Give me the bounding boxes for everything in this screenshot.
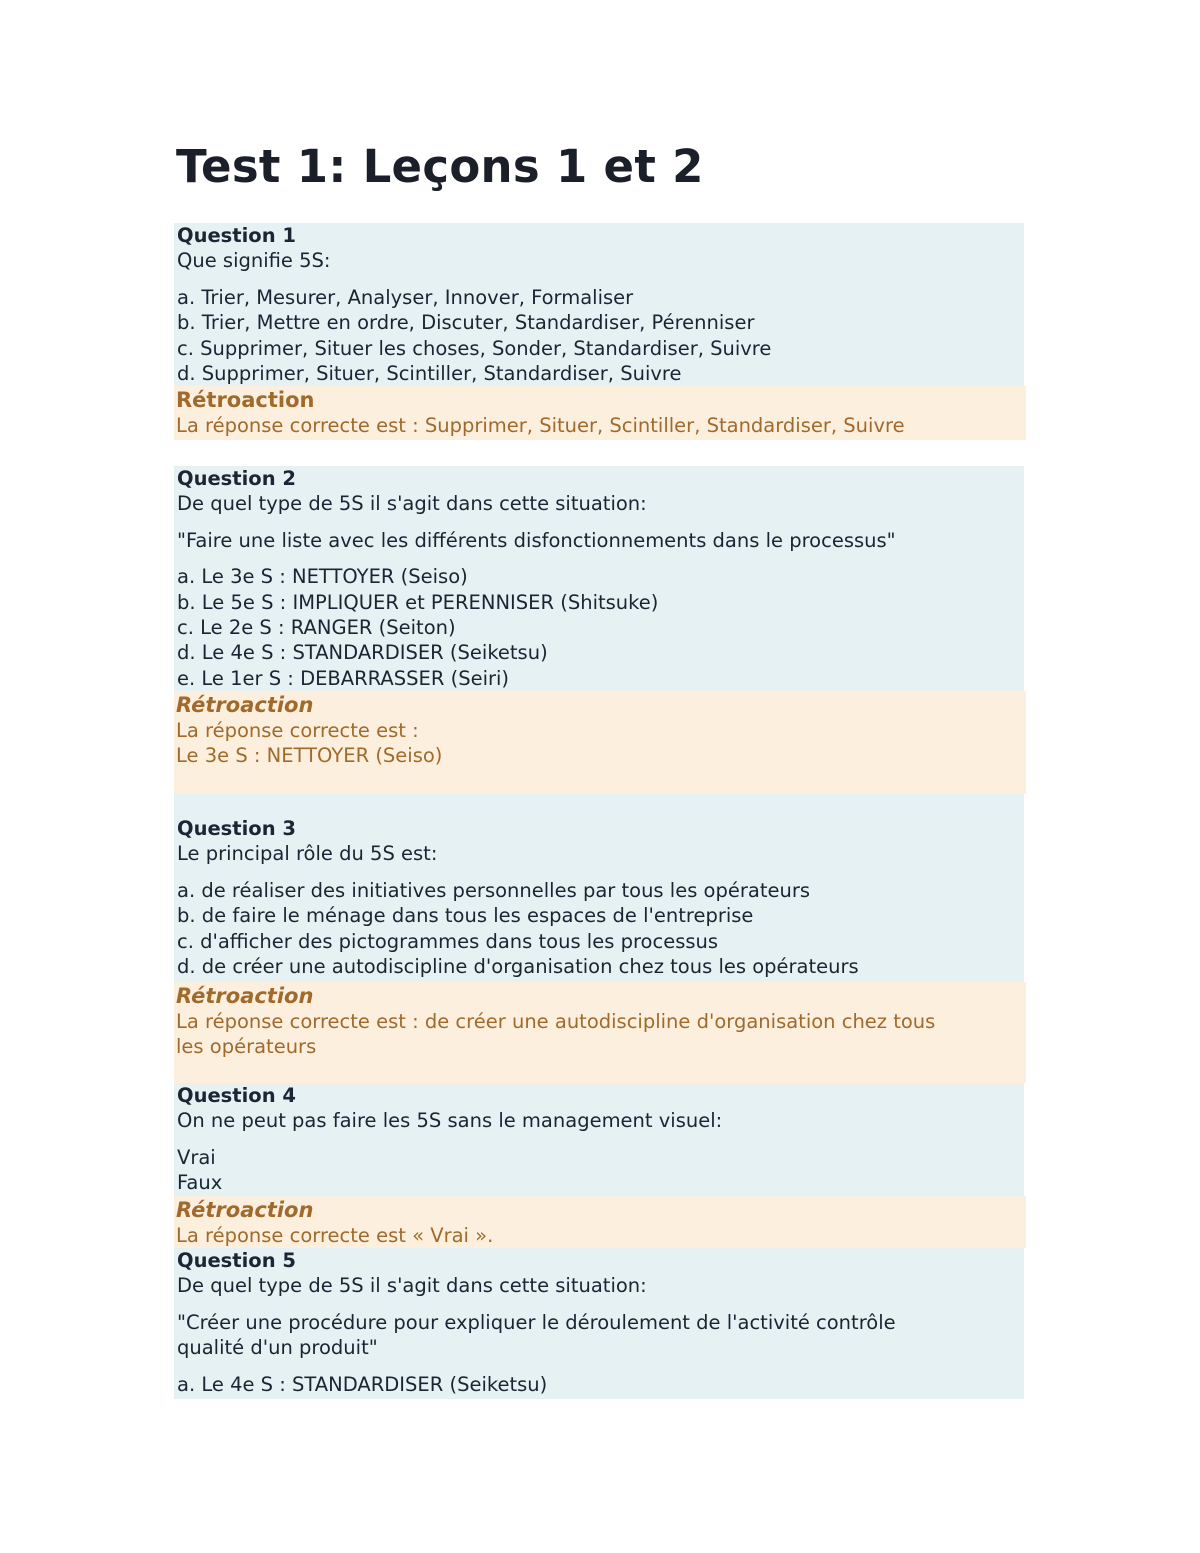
answer-option-a: a. de réaliser des initiatives personnelles par tous les opérateurs [177, 878, 811, 902]
feedback-text: La réponse correcte est : Supprimer, Situer, Scintiller, Standardiser, Suivre [176, 414, 905, 437]
question-5-block [174, 1248, 1024, 1399]
question-4-feedback [174, 1196, 1026, 1248]
situation-quote-line: qualité d'un produit" [177, 1336, 378, 1360]
feedback-text: les opérateurs [176, 1035, 317, 1059]
question-heading: Question 1 [177, 224, 296, 247]
question-2-feedback [174, 691, 1026, 794]
answer-option-b: b. Trier, Mettre en ordre, Discuter, Standardiser, Pérenniser [177, 311, 755, 335]
answer-option-b: b. de faire le ménage dans tous les espaces de l'entreprise [177, 904, 754, 928]
question-heading: Question 4 [177, 1084, 296, 1107]
feedback-title: Rétroaction [176, 388, 315, 412]
question-heading: Question 2 [177, 467, 296, 490]
feedback-title: Rétroaction [176, 984, 314, 1008]
answer-option-b: b. Le 5e S : IMPLIQUER et PERENNISER (Shitsuke) [177, 590, 659, 614]
answer-option-a: a. Le 3e S : NETTOYER (Seiso) [177, 565, 468, 589]
situation-quote-line: "Créer une procédure pour expliquer le déroulement de l'activité contrôle [177, 1310, 896, 1334]
question-3-feedback [174, 982, 1026, 1083]
answer-option-d: d. Supprimer, Situer, Scintiller, Standardiser, Suivre [177, 362, 682, 386]
question-3-block [174, 794, 1024, 982]
answer-option-c: c. d'afficher des pictogrammes dans tous les processus [177, 929, 719, 953]
feedback-text: La réponse correcte est « Vrai ». [176, 1224, 494, 1247]
feedback-text: Le 3e S : NETTOYER (Seiso) [176, 744, 443, 768]
question-4-block [174, 1083, 1024, 1196]
question-prompt: On ne peut pas faire les 5S sans le management visuel: [177, 1109, 723, 1133]
question-heading: Question 3 [177, 817, 296, 840]
answer-option-vrai: Vrai [177, 1145, 216, 1169]
answer-option-a: a. Le 4e S : STANDARDISER (Seiketsu) [177, 1372, 548, 1396]
situation-quote: "Faire une liste avec les différents disfonctionnements dans le processus" [177, 528, 896, 552]
answer-option-d: d. Le 4e S : STANDARDISER (Seiketsu) [177, 641, 548, 665]
question-heading: Question 5 [177, 1249, 296, 1272]
answer-option-e: e. Le 1er S : DEBARRASSER (Seiri) [177, 666, 510, 690]
feedback-title: Rétroaction [176, 1198, 314, 1222]
answer-option-c: c. Supprimer, Situer les choses, Sonder, Standardiser, Suivre [177, 336, 772, 360]
question-1-block [174, 223, 1024, 386]
feedback-text: La réponse correcte est : [176, 719, 419, 742]
question-prompt: Que signifie 5S: [177, 249, 331, 273]
situation-quote [177, 1310, 1021, 1361]
answer-option-a: a. Trier, Mesurer, Analyser, Innover, Formaliser [177, 285, 634, 309]
answer-option-c: c. Le 2e S : RANGER (Seiton) [177, 616, 456, 640]
feedback-title: Rétroaction [176, 693, 314, 717]
answer-option-d: d. de créer une autodiscipline d'organisation chez tous les opérateurs [177, 955, 859, 979]
answer-option-faux: Faux [177, 1171, 223, 1195]
page-title: Test 1: Leçons 1 et 2 [176, 140, 704, 193]
question-1-feedback [174, 386, 1026, 440]
question-prompt: De quel type de 5S il s'agit dans cette situation: [177, 1274, 647, 1298]
question-prompt: Le principal rôle du 5S est: [177, 842, 438, 866]
question-2-block [174, 466, 1024, 691]
feedback-text: La réponse correcte est : de créer une autodiscipline d'organisation chez tous [176, 1010, 936, 1033]
question-prompt: De quel type de 5S il s'agit dans cette situation: [177, 492, 647, 516]
